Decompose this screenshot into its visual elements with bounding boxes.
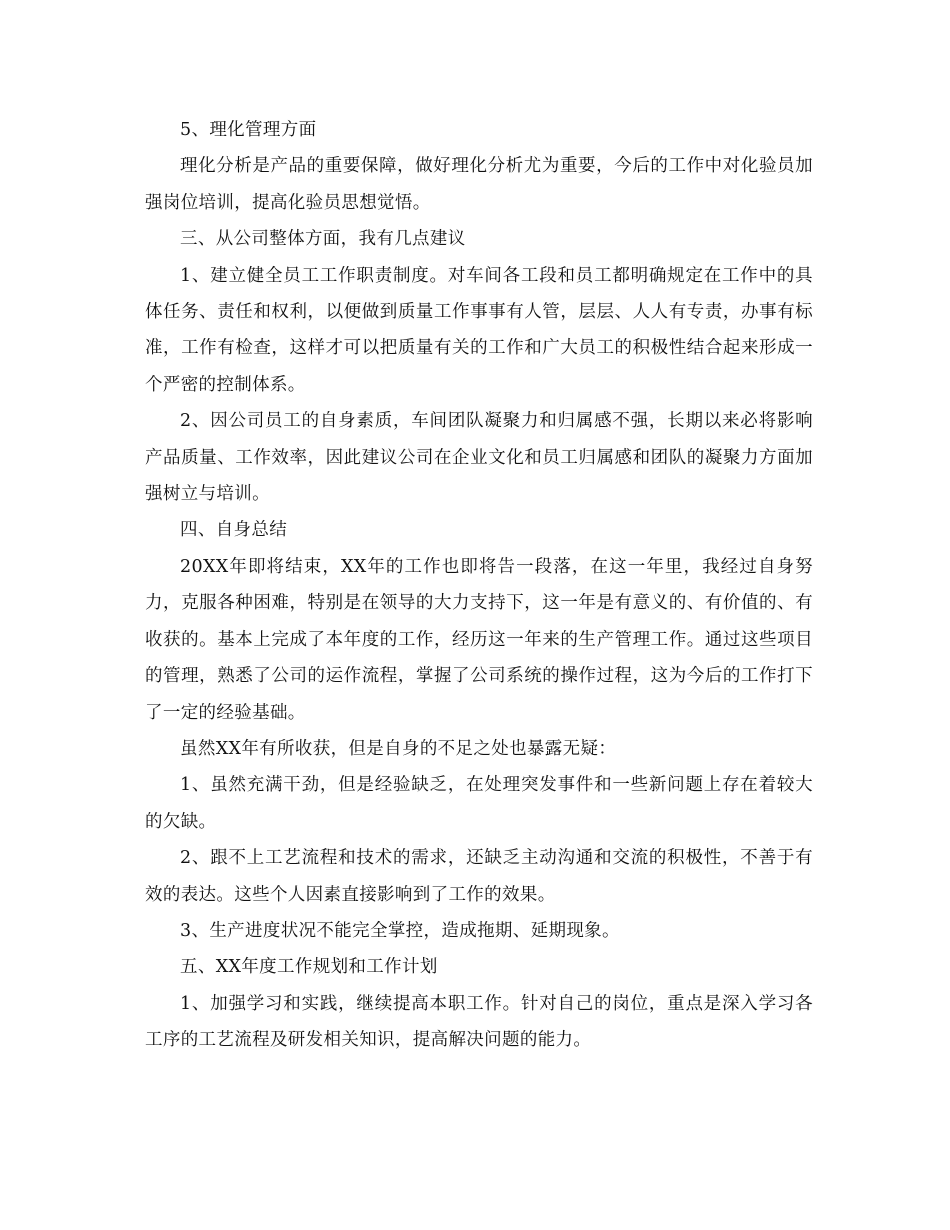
section-heading: 五、XX年度工作规划和工作计划	[180, 957, 438, 978]
section-heading: 5、理化管理方面	[180, 120, 317, 140]
paragraph: 2、因公司员工的自身素质，车间团队凝聚力和归属感不强，长期以来必将影响产品质量、工作效率，因此建议公司在企业文化和员工归属感和团队的凝聚力方面加强树立与培训。	[145, 411, 813, 505]
paragraph: 1、加强学习和实践，继续提高本职工作。针对自己的岗位，重点是深入学习各工序的工艺流程及研发相关知识，提高解决问题的能力。	[145, 993, 813, 1051]
paragraph: 1、建立健全员工工作职责制度。对车间各工段和员工都明确规定在工作中的具体任务、责任和权利，以便做到质量工作事事有人管，层层、人人有专责，办事有标准，工作有检查，这样才可以把质量有关的工作和广大员工的积极性结合起来形成一个严密的控制体系。	[145, 265, 813, 395]
paragraph: 1、虽然充满干劲，但是经验缺乏，在处理突发事件和一些新问题上存在着较大的欠缺。	[145, 775, 813, 832]
paragraph: 3、生产进度状况不能完全掌控，造成拖期、延期现象。	[180, 920, 620, 941]
section-heading: 三、从公司整体方面，我有几点建议	[180, 229, 466, 250]
paragraph: 2、跟不上工艺流程和技术的需求，还缺乏主动沟通和交流的积极性，不善于有效的表达。这些个人因素直接影响到了工作的效果。	[145, 848, 813, 905]
paragraph: 虽然XX年有所收获，但是自身的不足之处也暴露无疑：	[180, 738, 617, 759]
document-body	[145, 112, 813, 1059]
paragraph: 20XX年即将结束，XX年的工作也即将告一段落，在这一年里，我经过自身努力，克服各种困难，特别是在领导的大力支持下，这一年是有意义的、有价值的、有收获的。基本上完成了本年度的工作，经历这一年来的生产管理工作。通过这些项目的管理，熟悉了公司的运作流程，掌握了公司系统的操作过程，这为今后的工作打下了一定的经验基础。	[145, 556, 813, 723]
section-heading: 四、自身总结	[180, 520, 288, 541]
paragraph: 理化分析是产品的重要保障，做好理化分析尤为重要，今后的工作中对化验员加强岗位培训，提高化验员思想觉悟。	[145, 156, 813, 213]
